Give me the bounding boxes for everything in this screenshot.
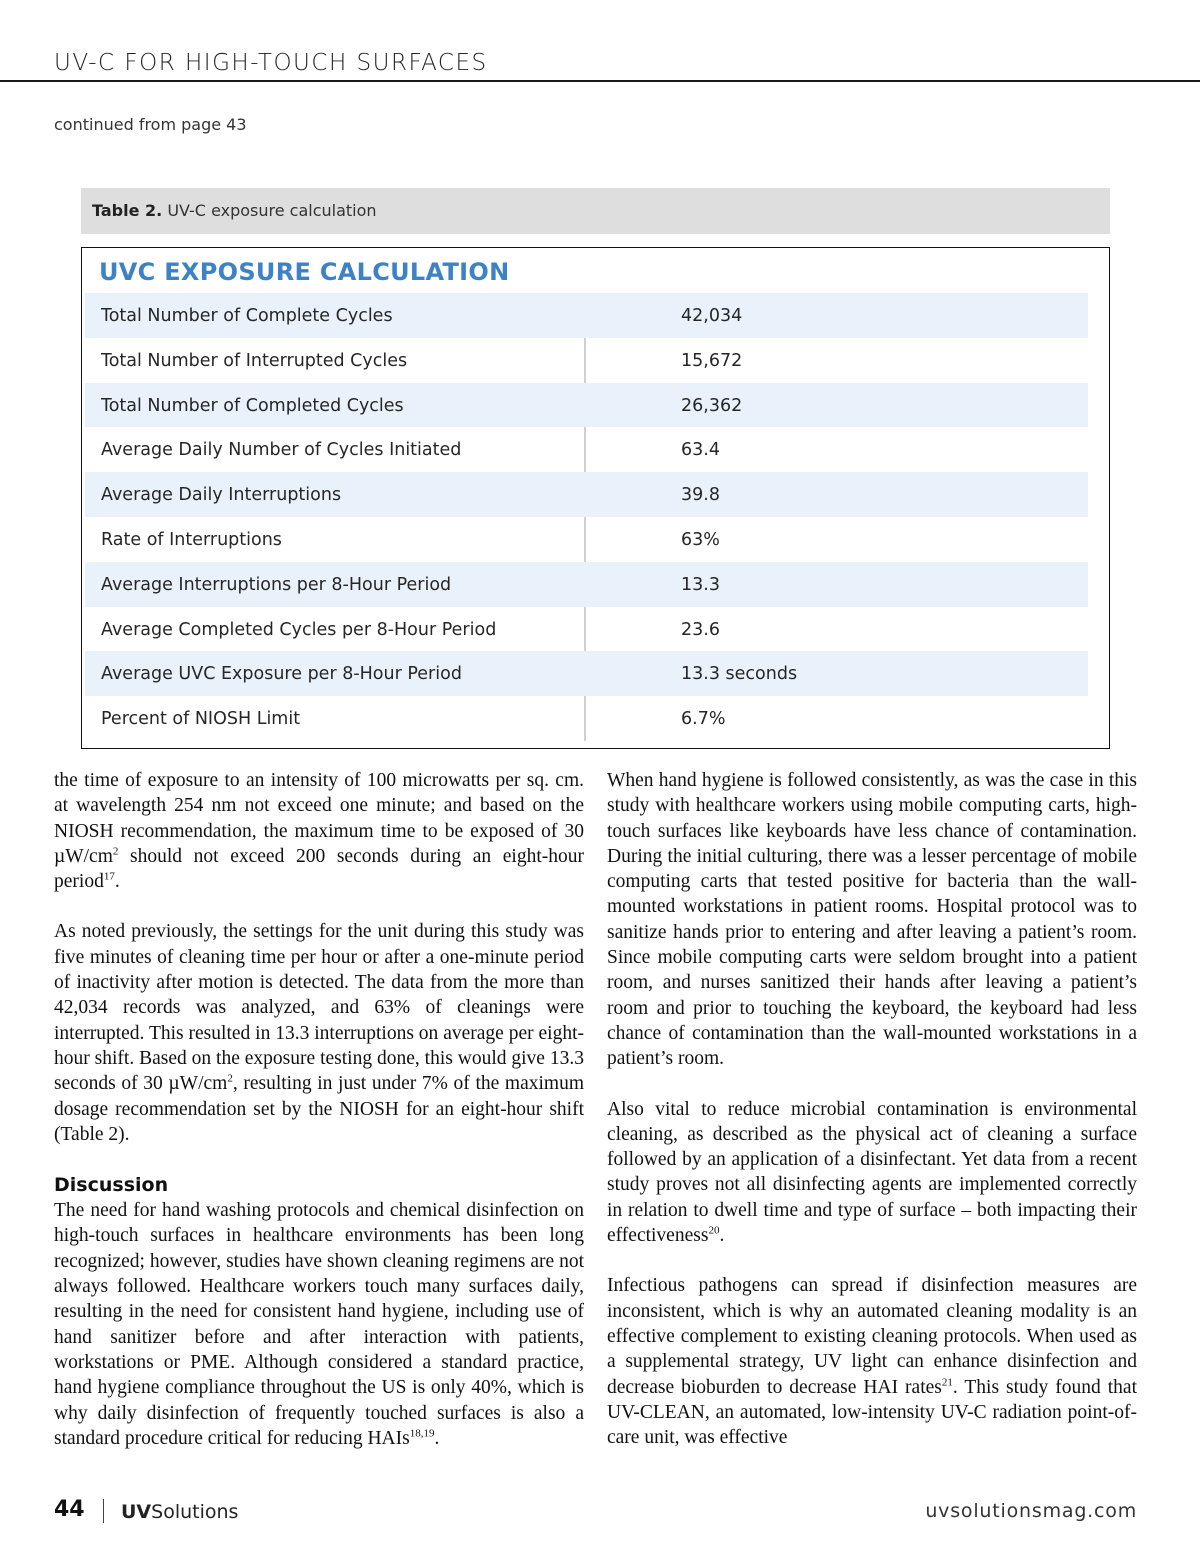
table-row [85, 562, 1088, 607]
footer-separator [103, 1499, 104, 1523]
paragraph [54, 768, 584, 894]
running-head: UV-C FOR HIGH-TOUCH SURFACES [54, 50, 488, 76]
section-heading: Discussion [54, 1174, 169, 1197]
right-column [607, 768, 1137, 1475]
website-url: uvsolutionsmag.com [925, 1500, 1137, 1522]
row-label: Rate of Interruptions [101, 529, 282, 550]
page-footer [54, 1497, 1137, 1527]
superscript: 2 [227, 1072, 233, 1085]
table-row [85, 607, 1088, 652]
row-value: 26,362 [681, 395, 743, 416]
table-caption-bar [81, 188, 1110, 234]
row-label: Average Completed Cycles per 8-Hour Period [101, 619, 497, 640]
header-rule [0, 80, 1200, 82]
table-title: UVC EXPOSURE CALCULATION [99, 258, 510, 286]
row-value: 63.4 [681, 440, 720, 461]
row-label: Average Daily Interruptions [101, 485, 342, 506]
row-value: 39.8 [681, 485, 720, 506]
table-caption-label: Table 2. [92, 201, 163, 220]
row-label: Average Interruptions per 8-Hour Period [101, 574, 452, 595]
table-row [85, 517, 1088, 562]
row-value: 6.7% [681, 709, 726, 730]
text-run: the time of exposure to an intensity of 100 microwatts per sq. cm. at wavelength 254 nm not exceed one minute; and based on the NIOSH recommendation, the maximum time to be exposed of 30 µW/cm [54, 770, 584, 867]
text-run: Infectious pathogens can spread if disinfection measures are inconsistent, which is why an automated cleaning modality is an effective complement to existing cleaning protocols. When used as a supplemental strategy, UV light can enhance disinfection and decrease bioburden to decrease HAI rates [607, 1275, 1137, 1398]
brand-bold: UV [121, 1501, 152, 1523]
text-run: The need for hand washing protocols and chemical disinfection on high-touch surfaces in healthcare environments has been long recognized; however, studies have shown cleaning regimens are not always followed. Healthcare workers touch many surfaces daily, resulting in the need for consistent hand hygiene, including use of hand sanitizer before and after interaction with patients, workstations or PME. Although considered a standard practice, hand hygiene compliance throughout the US is only 40%, which is why daily disinfection of frequently touched surfaces is also a standard procedure critical for reducing HAIs [54, 1200, 584, 1449]
brand-logo [121, 1501, 238, 1523]
row-value: 42,034 [681, 306, 743, 326]
paragraph [54, 919, 584, 1147]
table-row [85, 338, 1088, 383]
row-label: Total Number of Interrupted Cycles [101, 350, 408, 371]
table-rows [85, 293, 1088, 741]
row-label: Total Number of Complete Cycles [101, 306, 393, 326]
table-row [85, 696, 1088, 741]
row-value: 13.3 seconds [681, 664, 798, 685]
page-number: 44 [54, 1497, 85, 1522]
text-run: . [114, 871, 120, 893]
text-run: , resulting in just under 7% of the maximum dosage recommendation set by the NIOSH for an eight-hour shift (Table 2). [54, 1073, 584, 1145]
citation: 17 [103, 870, 115, 883]
exposure-table [81, 247, 1110, 749]
row-value: 13.3 [681, 574, 720, 595]
citation: 18,19 [409, 1427, 435, 1440]
text-run: As noted previously, the settings for the unit during this study was five minutes of cleaning time per hour or after a one-minute period of inactivity after motion is detected. The data from the more than 42,034 records was analyzed, and 63% of cleanings were interrupted. This resulted in 13.3 interruptions on average per eight-hour shift. Based on the exposure testing done, this would give 13.3 seconds of 30 µW/cm [54, 921, 584, 1095]
text-run: . [719, 1225, 725, 1247]
left-column [54, 768, 584, 1476]
paragraph [607, 1273, 1137, 1450]
paragraph [607, 1097, 1137, 1249]
table-row [85, 651, 1088, 696]
row-label: Average Daily Number of Cycles Initiated [101, 440, 462, 461]
table-row [85, 472, 1088, 517]
table-row [85, 293, 1088, 338]
superscript: 2 [112, 845, 119, 858]
citation: 20 [708, 1224, 720, 1237]
paragraph [54, 1198, 584, 1451]
brand-rest: Solutions [151, 1501, 239, 1523]
text-run: should not exceed 200 seconds during an eight-hour period [54, 845, 584, 893]
row-label: Average UVC Exposure per 8-Hour Period [101, 664, 462, 685]
table-caption-text: UV-C exposure calculation [167, 201, 377, 220]
text-run: . This study found that UV-CLEAN, an automated, low-intensity UV-C radiation point-of-care unit, was effective [607, 1376, 1137, 1449]
text-run: . [434, 1427, 440, 1449]
row-label: Percent of NIOSH Limit [101, 709, 301, 730]
text-run: Also vital to reduce microbial contamination is environmental cleaning, as described as the physical act of cleaning a surface followed by an application of a disinfectant. Yet data from a recent study proves not all disinfecting agents are implemented correctly in relation to dwell time and type of surface – both impacting their effectiveness [607, 1098, 1137, 1247]
paragraph: When hand hygiene is followed consistently, as was the case in this study with healthcare workers using mobile computing carts, high-touch surfaces like keyboards have less chance of contamination. During the initial culturing, there was a lesser percentage of mobile computing carts that tested positive for bacteria than the wall-mounted workstations in patient rooms. Hospital protocol was to sanitize hands prior to entering and after leaving a patient’s room. Since mobile computing carts were seldom brought into a patient room, and nurses sanitized their hands after leaving a patient’s room and prior to touching the keyboard, the keyboard had less chance of contamination than the wall-mounted workstations in a patient’s room. [607, 770, 1137, 1070]
row-value: 63% [681, 529, 720, 550]
table-row [85, 383, 1088, 428]
citation: 21 [941, 1376, 953, 1389]
row-value: 23.6 [681, 619, 720, 640]
table-caption [92, 201, 377, 220]
row-value: 15,672 [681, 350, 743, 371]
table-row [85, 427, 1088, 472]
continued-note: continued from page 43 [54, 115, 247, 134]
row-label: Total Number of Completed Cycles [101, 395, 404, 416]
